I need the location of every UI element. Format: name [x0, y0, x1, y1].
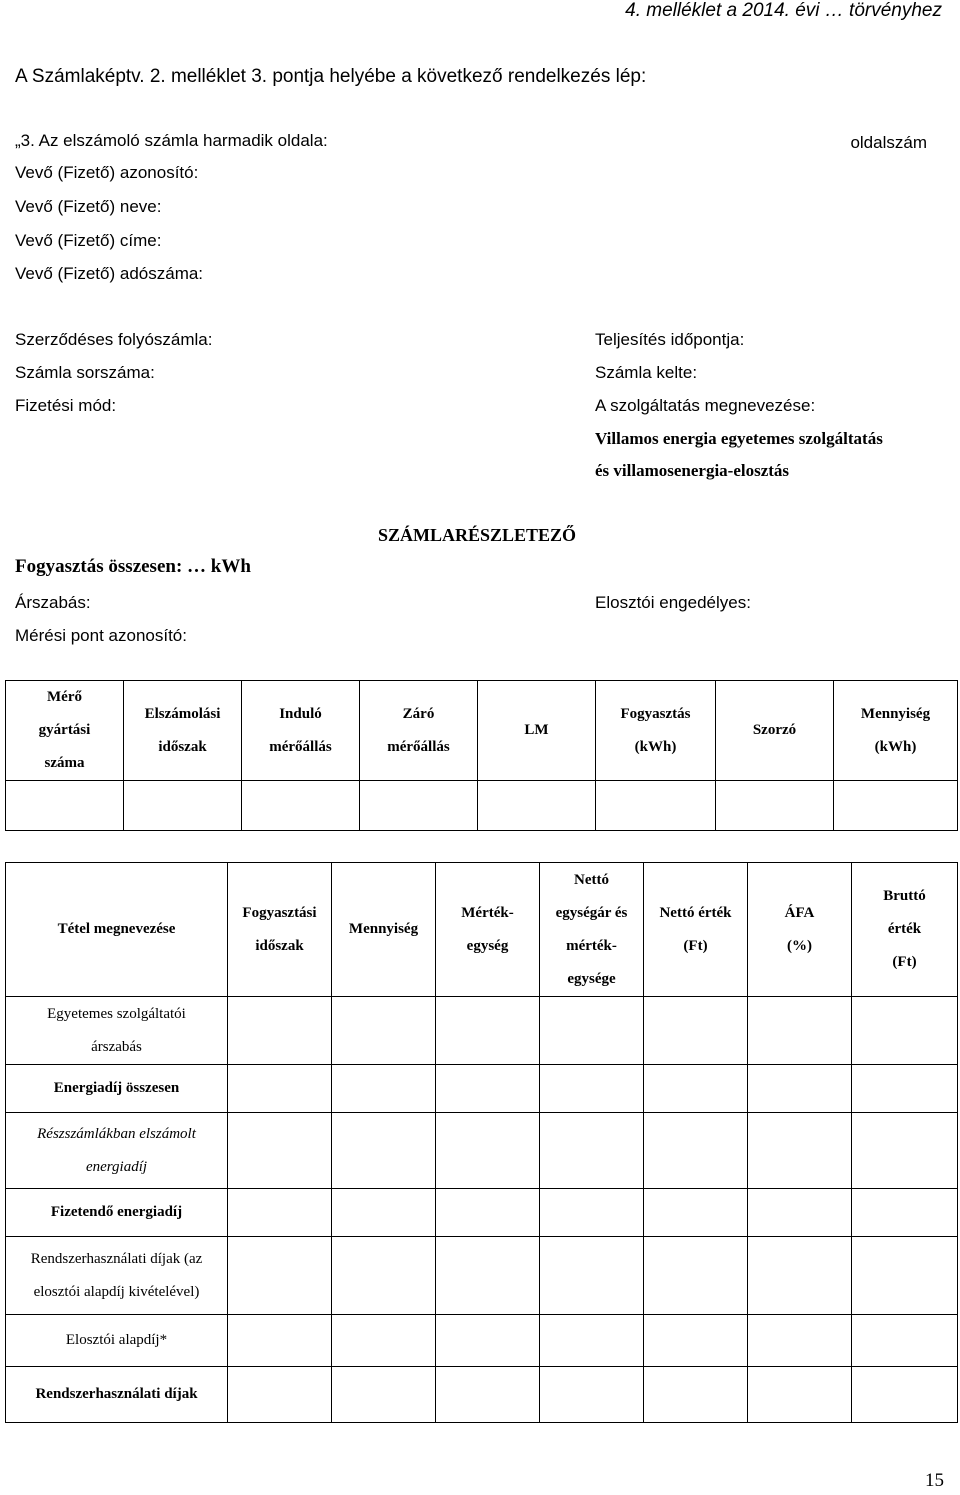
metering-point-label: Mérési pont azonosító: [15, 626, 187, 645]
row-label: Fizetendő energiadíj [6, 1189, 228, 1237]
service-value-line1: Villamos energia egyetemes szolgáltatás [595, 429, 883, 448]
meter-cell [360, 781, 478, 831]
meter-cell [834, 781, 958, 831]
row-label: Részszámlákban elszámolt energiadíj [6, 1113, 228, 1189]
item-name-header: Tétel megnevezése [6, 863, 228, 997]
lm-header: LM [478, 681, 596, 781]
meter-table [5, 680, 958, 831]
details-title: SZÁMLARÉSZLETEZŐ [378, 525, 577, 545]
item-quantity-header: Mennyiség [332, 863, 436, 997]
meter-cell [596, 781, 716, 831]
row-label: Rendszerhasználati díjak (az elosztói alapdíj kivételével) [6, 1237, 228, 1315]
meter-serial-header: Mérő gyártási száma [6, 681, 124, 781]
section-heading: „3. Az elszámoló számla harmadik oldala: [15, 131, 328, 150]
gross-value-header: Bruttó érték (Ft) [852, 863, 958, 997]
items-row [6, 1065, 958, 1113]
items-row [6, 1237, 958, 1315]
buyer-name-label: Vevő (Fizető) neve: [15, 197, 162, 216]
consumption-period-header: Fogyasztási időszak [228, 863, 332, 997]
consumption-total: Fogyasztás összesen: … kWh [15, 556, 251, 577]
page-number-label: oldalszám [850, 133, 927, 152]
distributor-label: Elosztói engedélyes: [595, 593, 751, 612]
page-number: 15 [925, 1470, 944, 1491]
net-unit-price-header: Nettó egységár és mérték- egysége [540, 863, 644, 997]
net-value-header: Nettó érték (Ft) [644, 863, 748, 997]
issue-date-label: Számla kelte: [595, 363, 698, 382]
intro-text: A Számlaképtv. 2. melléklet 3. pontja helyébe a következő rendelkezés lép: [15, 66, 647, 87]
service-value-line2: és villamosenergia-elosztás [595, 461, 790, 480]
items-row [6, 997, 958, 1065]
meter-cell [124, 781, 242, 831]
items-row [6, 1367, 958, 1423]
annex-reference: 4. melléklet a 2014. évi … törvényhez [625, 0, 942, 21]
quantity-header: Mennyiség (kWh) [834, 681, 958, 781]
consumption-header: Fogyasztás (kWh) [596, 681, 716, 781]
items-row [6, 1315, 958, 1367]
multiplier-header: Szorzó [716, 681, 834, 781]
buyer-tax-label: Vevő (Fizető) adószáma: [15, 264, 204, 283]
buyer-id-label: Vevő (Fizető) azonosító: [15, 163, 199, 182]
performance-date-label: Teljesítés időpontja: [595, 330, 745, 349]
items-row [6, 1113, 958, 1189]
row-label: Egyetemes szolgáltatói árszabás [6, 997, 228, 1065]
start-reading-header: Induló mérőállás [242, 681, 360, 781]
payment-method-label: Fizetési mód: [15, 396, 117, 415]
contract-account-label: Szerződéses folyószámla: [15, 330, 213, 349]
billing-period-header: Elszámolási időszak [124, 681, 242, 781]
meter-header-row [6, 681, 958, 781]
row-label: Rendszerhasználati díjak [6, 1367, 228, 1423]
meter-cell [716, 781, 834, 831]
row-label: Energiadíj összesen [6, 1065, 228, 1113]
meter-data-row [6, 781, 958, 831]
service-name-label: A szolgáltatás megnevezése: [595, 396, 816, 415]
buyer-address-label: Vevő (Fizető) címe: [15, 231, 162, 250]
items-table [5, 862, 958, 1423]
items-row [6, 1189, 958, 1237]
meter-cell [478, 781, 596, 831]
meter-cell [242, 781, 360, 831]
unit-header: Mérték- egység [436, 863, 540, 997]
invoice-serial-label: Számla sorszáma: [15, 363, 155, 382]
row-label: Elosztói alapdíj* [6, 1315, 228, 1367]
vat-header: ÁFA (%) [748, 863, 852, 997]
tariff-label: Árszabás: [15, 593, 91, 612]
meter-cell [6, 781, 124, 831]
items-header-row [6, 863, 958, 997]
end-reading-header: Záró mérőállás [360, 681, 478, 781]
